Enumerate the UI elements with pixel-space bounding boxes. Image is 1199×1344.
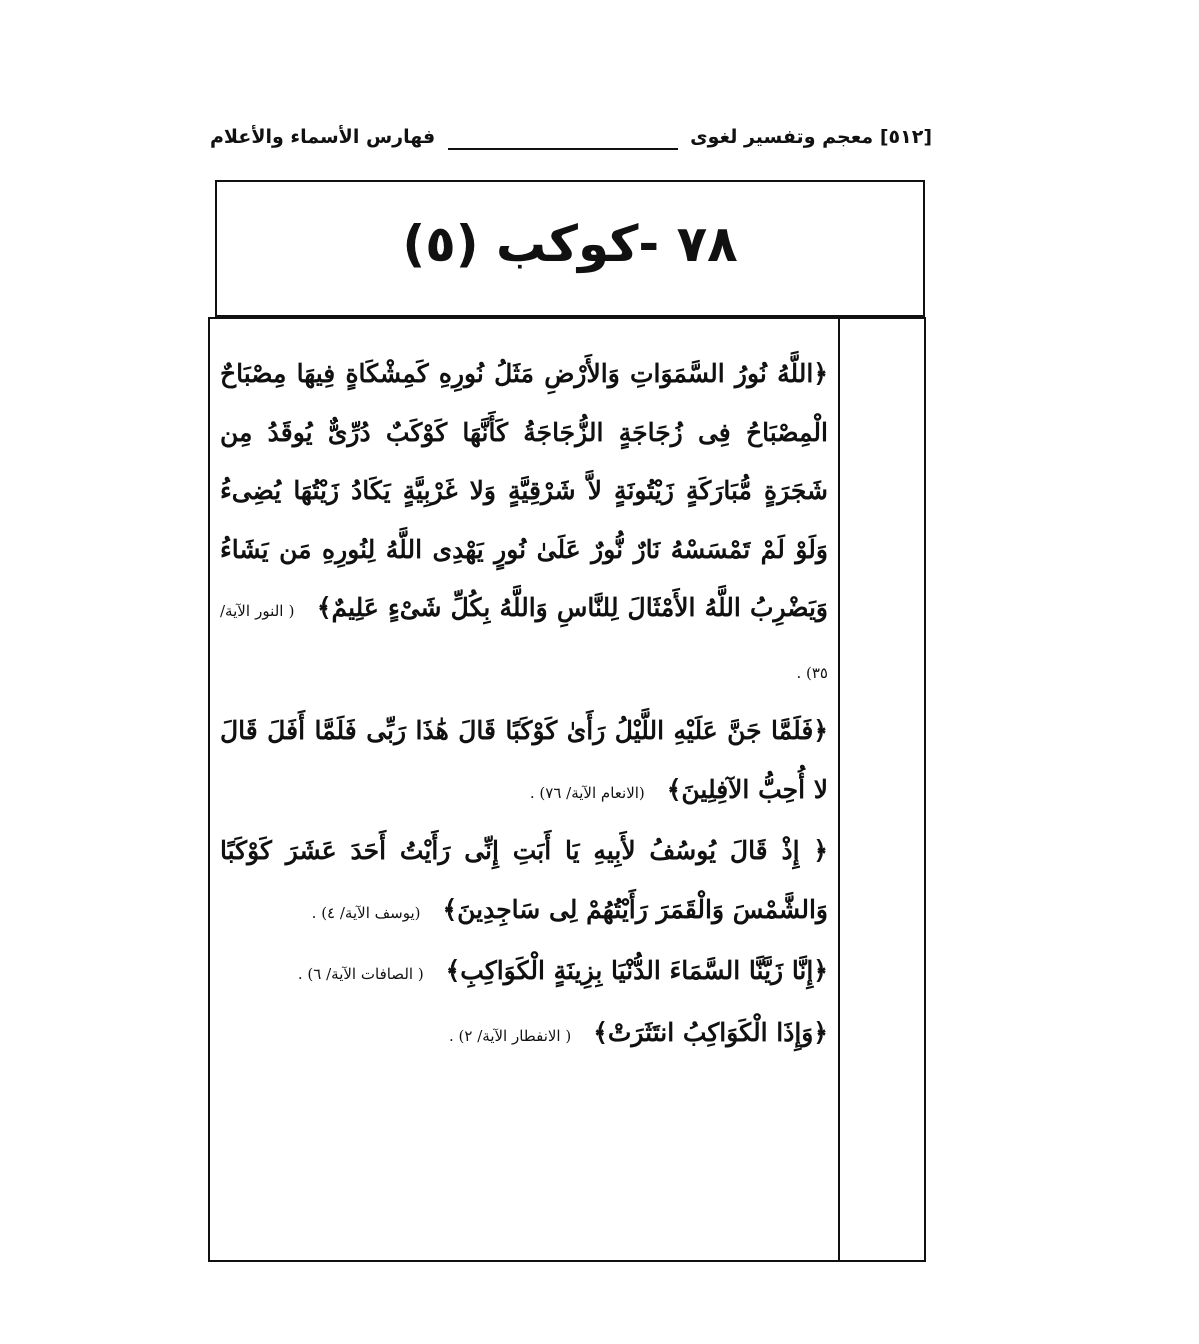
section-title: فهارس الأسماء والأعلام xyxy=(210,126,436,148)
entry-title-box xyxy=(215,180,925,317)
entry-body-box xyxy=(208,317,926,1262)
header-rule xyxy=(448,148,678,150)
verse-text: ﴿اللَّهُ نُورُ السَّمَوَاتِ وَالأَرْضِ مَثَلُ نُورِهِ كَمِشْكَاةٍ فِيهَا مِصْبَاحٌ الْمِصْبَاحُ فِى زُجَاجَةٍ الزُّجَاجَةُ كَأَنَّهَا كَوْكَبٌ دُرِّىٌّ يُوقَدُ مِن شَجَرَةٍ مُّبَارَكَةٍ زَيْتُونَةٍ لاَّ شَرْقِيَّةٍ وَلا غَرْبِيَّةٍ يَكَادُ زَيْتُهَا يُضِىءُ وَلَوْ لَمْ تَمْسَسْهُ نَارٌ نُّورٌ عَلَىٰ نُورٍ يَهْدِى اللَّهُ لِنُورِهِ مَن يَشَاءُ وَيَضْرِبُ اللَّهُ الأَمْثَالَ لِلنَّاسِ وَاللَّهُ بِكُلِّ شَىْءٍ عَلِيمٌ﴾ xyxy=(220,359,828,622)
running-head-book xyxy=(690,126,932,148)
verse-passage xyxy=(220,822,828,942)
verse-passage xyxy=(220,1004,828,1066)
verse-reference: (يوسف الآية/ ٤) . xyxy=(311,903,421,922)
verse-reference: ( النور الآية/ ٣٥) . xyxy=(220,602,828,682)
verse-reference: ( الصافات الآية/ ٦) . xyxy=(297,965,424,983)
verse-reference: ( الانفطار الآية/ ٢) . xyxy=(449,1026,572,1045)
entry-title: ٧٨ -كوكب (٥) xyxy=(402,215,738,273)
verse-passage xyxy=(220,345,828,702)
verse-text: ﴿فَلَمَّا جَنَّ عَلَيْهِ اللَّيْلُ رَأَىٰ كَوْكَبًا قَالَ هَٰذَا رَبِّى فَلَمَّا أَفَلَ قَالَ لا أُحِبُّ الآفِلِينَ﴾ xyxy=(220,716,828,804)
verse-passage xyxy=(220,942,828,1004)
book-title: معجم وتفسير لغوى xyxy=(690,126,874,148)
verse-text: ﴿ إِذْ قَالَ يُوسُفُ لأَبِيهِ يَا أَبَتِ إِنِّى رَأَيْتُ أَحَدَ عَشَرَ كَوْكَبًا وَالشَّمْسَ وَالْقَمَرَ رَأَيْتُهُمْ لِى سَاجِدِينَ﴾ xyxy=(220,836,828,924)
page-number: [٥١٢] xyxy=(879,126,932,148)
page-header xyxy=(210,122,932,158)
verse-passage xyxy=(220,702,828,822)
verse-reference: (الانعام الآية/ ٧٦) . xyxy=(529,783,645,802)
verse-text: ﴿وَإِذَا الْكَوَاكِبُ انتَثَرَتْ﴾ xyxy=(593,1017,828,1047)
margin-rule xyxy=(838,319,840,1260)
verse-text: ﴿إِنَّا زَيَّنَّا السَّمَاءَ الدُّنْيَا بِزِينَةٍ الْكَوَاكِبِ﴾ xyxy=(445,956,828,985)
verse-list xyxy=(220,345,828,1065)
